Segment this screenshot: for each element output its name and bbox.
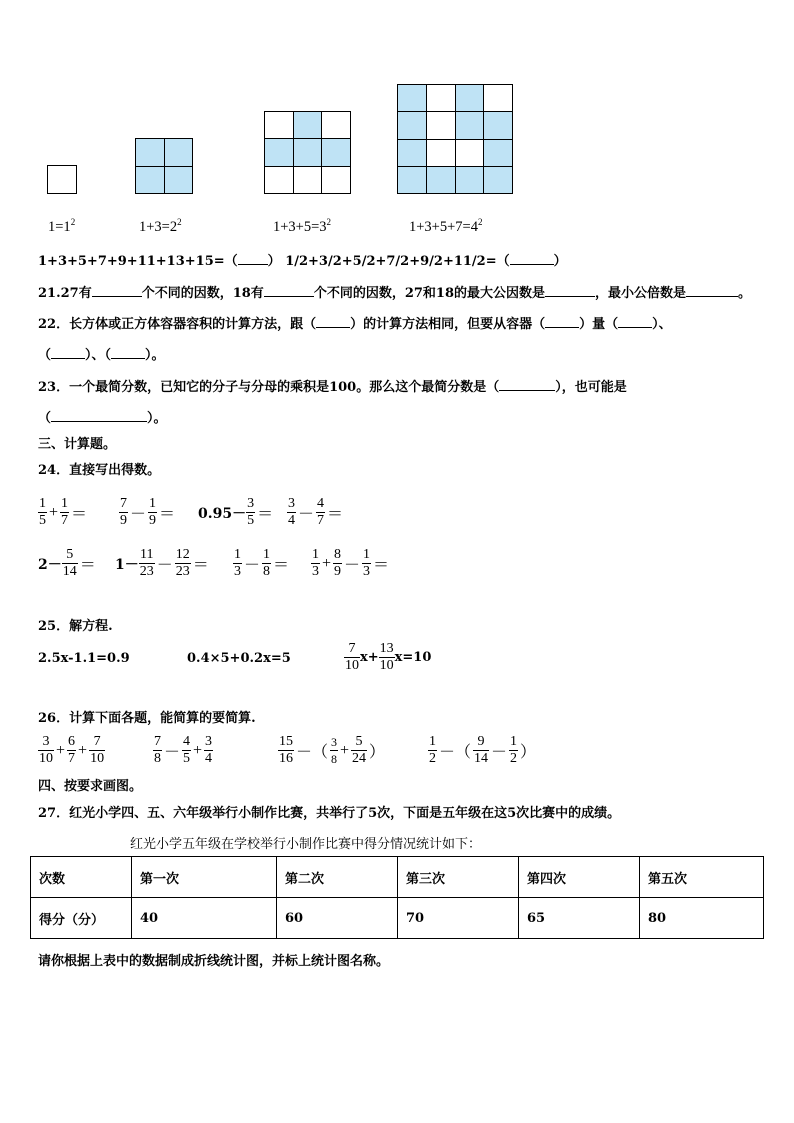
caption-1: $1=1^2$	[48, 217, 76, 235]
q24-expr-2: $\frac{7}{9}$ － $\frac{1}{9}$ ＝	[120, 496, 176, 528]
table-header-row	[31, 857, 764, 898]
q26-expr-3: $\frac{15}{16}$ －（ $\frac{3}{8}$ + $\frac{5}{24}$ ）	[279, 734, 386, 766]
q21-blank-3[interactable]	[545, 296, 595, 297]
q21-blank-2[interactable]	[264, 296, 314, 297]
q26-expr-2: $\frac{7}{8}$ － $\frac{4}{5}$ + $\frac{3}{4}$	[154, 734, 213, 766]
caption-2: $1+3=2^2$	[139, 217, 182, 235]
q26-title: 26．计算下面各题，能简算的要简算.	[38, 711, 256, 726]
table-cell: 次数	[31, 857, 132, 898]
caption-4: $1+3+5+7=4^2$	[409, 217, 483, 235]
grid-cell	[164, 166, 193, 194]
table-cell: 70	[398, 898, 519, 939]
table-cell: 65	[519, 898, 640, 939]
q24-expr-8: $\frac{1}{3}$ + $\frac{8}{9}$ － $\frac{1}{3}$ ＝	[312, 547, 390, 579]
table-cell: 第二次	[277, 857, 398, 898]
score-table	[30, 856, 764, 939]
grid-3x3	[264, 111, 351, 194]
q27-table-caption: 红光小学五年级在学校举行小制作比赛中得分情况统计如下：	[130, 837, 482, 852]
table-cell: 得分（分）	[31, 898, 132, 939]
grid-cell	[164, 139, 193, 167]
q23-line-2: （ ）。	[38, 411, 167, 426]
section-3-heading: 三、计算题。	[38, 437, 117, 452]
q22-line-1: 22．长方体或正方体容器容积的计算方法，跟（ ）的计算方法相同，但要从容器（ ）量（ ）、	[38, 317, 672, 332]
q27-title: 27．红光小学四、五、六年级举行小制作比赛，共举行了5次，下面是五年级在这5次比赛中的成绩。	[38, 806, 621, 821]
q25-title: 25．解方程.	[38, 619, 113, 634]
table-cell: 40	[132, 898, 277, 939]
table-cell: 80	[640, 898, 764, 939]
q21-blank-4[interactable]	[686, 296, 738, 297]
q24-expr-7: $\frac{1}{3}$ － $\frac{1}{8}$ ＝	[234, 547, 290, 579]
grid-4x4	[397, 84, 513, 194]
q25-equation-2: 0.4×5+0.2x=5	[187, 651, 291, 666]
q26-expr-1: $\frac{3}{10}$ + $\frac{6}{7}$ + $\frac{7}{10}$	[39, 734, 105, 766]
grid-cell	[136, 166, 165, 194]
grid-2x2	[135, 138, 193, 194]
table-cell: 60	[277, 898, 398, 939]
table-row	[31, 898, 764, 939]
q25-equation-3: $\frac{7}{10}$ x+ $\frac{13}{10}$ x=10	[345, 641, 432, 673]
q21-blank-1[interactable]	[92, 296, 142, 297]
q20-line: 1+3+5+7+9+11+13+15=（ ） 1/2+3/2+5/2+7/2+9/2+11/2=（ ）	[38, 254, 567, 269]
grid-cell	[136, 139, 165, 167]
q24-expr-5: 2－ $\frac{5}{14}$ ＝	[38, 547, 96, 579]
q25-equation-1: 2.5x-1.1=0.9	[38, 651, 130, 666]
q24-expr-6: 1－ $\frac{11}{23}$ － $\frac{12}{23}$ ＝	[115, 547, 209, 579]
table-cell: 第五次	[640, 857, 764, 898]
section-4-heading: 四、按要求画图。	[38, 779, 143, 794]
q24-expr-3: 0.95－ $\frac{3}{5}$ ＝	[198, 496, 274, 528]
q24-title: 24．直接写出得数。	[38, 463, 161, 478]
q26-expr-4: $\frac{1}{2}$ －（ $\frac{9}{14}$ － $\frac{1}{2}$ ）	[429, 734, 537, 766]
table-cell: 第四次	[519, 857, 640, 898]
table-cell: 第一次	[132, 857, 277, 898]
q22-line-2: （ ）、（ ）。	[38, 348, 165, 363]
q24-expr-1: $\frac{1}{5}$ + $\frac{1}{7}$ ＝	[39, 496, 88, 528]
q27-instruction: 请你根据上表中的数据制成折线统计图，并标上统计图名称。	[38, 954, 390, 969]
q24-expr-4: $\frac{3}{4}$ － $\frac{4}{7}$ ＝	[288, 496, 344, 528]
grid-1x1	[47, 165, 77, 194]
q23-line-1: 23．一个最简分数，已知它的分子与分母的乘积是100。那么这个最简分数是（ ），也可能是	[38, 380, 627, 395]
table-cell: 第三次	[398, 857, 519, 898]
q21-line: 21.27有 个不同的因数，18有 个不同的因数，27和18的最大公因数是 ，最小公倍数是 。	[38, 286, 752, 301]
grid-cell	[48, 166, 77, 194]
caption-3: $1+3+5=3^2$	[273, 217, 332, 235]
